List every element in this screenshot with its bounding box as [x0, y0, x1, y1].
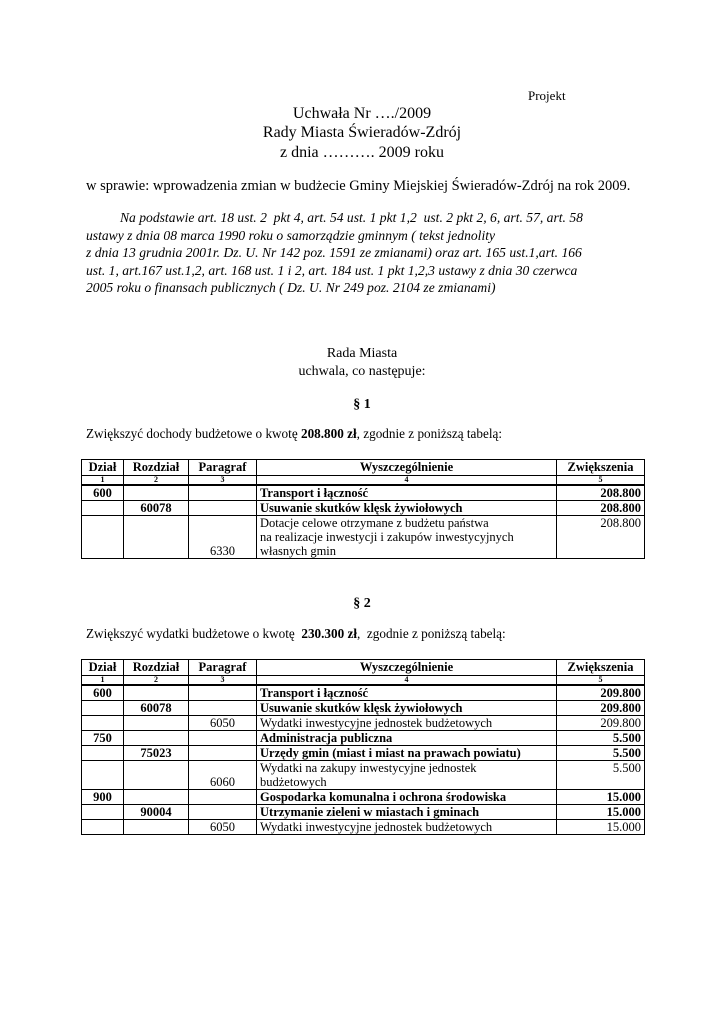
cell-rozdzial	[124, 516, 189, 559]
cell-kwota: 15.000	[557, 790, 645, 805]
council-name: Rady Miasta Świeradów-Zdrój	[262, 124, 462, 141]
table-row	[82, 761, 645, 790]
project-label: Projekt	[528, 88, 566, 103]
table-row	[82, 485, 645, 501]
cell-paragraf	[189, 746, 257, 761]
header-opis: Wyszczególnienie	[257, 460, 557, 476]
resolution-number: Uchwała Nr …./2009	[292, 105, 432, 122]
legal-basis-line: 2005 roku o finansach publicznych ( Dz. U. Nr 249 poz. 2104 ze zmianami)	[86, 280, 496, 295]
cell-opis: Wydatki na zakupy inwestycyjne jednostek budżetowych	[257, 761, 557, 790]
cell-opis: Wydatki inwestycyjne jednostek budżetowych	[257, 716, 557, 731]
header-opis: Wyszczególnienie	[257, 660, 557, 676]
column-number: 3	[189, 676, 257, 686]
section-2-intro-text: Zwiększyć wydatki budżetowe o kwotę	[86, 626, 302, 641]
column-number: 4	[257, 476, 557, 486]
cell-paragraf	[189, 731, 257, 746]
section-2-amount: 230.300 zł	[301, 626, 358, 641]
table-row	[82, 716, 645, 731]
column-number: 1	[82, 476, 124, 486]
cell-dzial: 600	[82, 485, 124, 501]
cell-opis: Utrzymanie zieleni w miastach i gminach	[257, 805, 557, 820]
cell-kwota: 5.500	[557, 731, 645, 746]
cell-paragraf	[189, 685, 257, 701]
section-1-intro-end: , zgodnie z poniższą tabelą:	[356, 426, 503, 441]
cell-opis: Transport i łączność	[257, 485, 557, 501]
cell-kwota: 5.500	[557, 761, 645, 790]
cell-rozdzial	[124, 820, 189, 835]
section-2-intro	[86, 626, 506, 642]
cell-paragraf	[189, 501, 257, 516]
table-row	[82, 516, 645, 559]
cell-rozdzial	[124, 761, 189, 790]
cell-paragraf: 6330	[189, 516, 257, 559]
legal-basis-line: ust. 1, art.167 ust.1,2, art. 168 ust. 1 i 2, art. 184 ust. 1 pkt 1,2,3 ustawy z dnia 30 czerwca	[86, 262, 578, 278]
cell-dzial	[82, 761, 124, 790]
cell-dzial: 600	[82, 685, 124, 701]
cell-dzial: 750	[82, 731, 124, 746]
cell-paragraf: 6050	[189, 820, 257, 835]
header-dzial: Dział	[82, 660, 124, 676]
cell-kwota: 15.000	[557, 805, 645, 820]
cell-opis: Administracja publiczna	[257, 731, 557, 746]
table-row	[82, 701, 645, 716]
income-table	[81, 459, 645, 559]
cell-dzial	[82, 716, 124, 731]
header-rozdzial: Rozdział	[124, 660, 189, 676]
column-number: 1	[82, 676, 124, 686]
cell-paragraf: 6050	[189, 716, 257, 731]
cell-rozdzial: 75023	[124, 746, 189, 761]
cell-rozdzial	[124, 790, 189, 805]
cell-opis: Usuwanie skutków klęsk żywiołowych	[257, 501, 557, 516]
cell-paragraf	[189, 701, 257, 716]
table-row	[82, 731, 645, 746]
cell-kwota: 208.800	[557, 516, 645, 559]
table-row	[82, 820, 645, 835]
cell-opis: Dotacje celowe otrzymane z budżetu państwa na realizacje inwestycji i zakupów inwestycyjnych własnych gmin	[257, 516, 557, 559]
resolution-date: z dnia ………. 2009 roku	[280, 144, 444, 161]
column-number: 5	[557, 676, 645, 686]
header-dzial: Dział	[82, 460, 124, 476]
cell-rozdzial: 90004	[124, 805, 189, 820]
legal-basis-line: z dnia 13 grudnia 2001r. Dz. U. Nr 142 poz. 1591 ze zmianami) oraz art. 165 ust.1,art. 166	[86, 245, 582, 260]
cell-dzial	[82, 516, 124, 559]
cell-kwota: 208.800	[557, 485, 645, 501]
column-number: 4	[257, 676, 557, 686]
section-2-heading: § 2	[353, 596, 371, 611]
council-heading: Rada Miasta	[326, 346, 398, 361]
table-row	[82, 501, 645, 516]
cell-kwota: 209.800	[557, 716, 645, 731]
cell-rozdzial	[124, 731, 189, 746]
table-row	[82, 746, 645, 761]
cell-opis: Gospodarka komunalna i ochrona środowiska	[257, 790, 557, 805]
header-paragraf: Paragraf	[189, 660, 257, 676]
cell-dzial	[82, 746, 124, 761]
cell-dzial	[82, 805, 124, 820]
cell-opis: Usuwanie skutków klęsk żywiołowych	[257, 701, 557, 716]
cell-dzial: 900	[82, 790, 124, 805]
cell-rozdzial: 60078	[124, 701, 189, 716]
header-rozdzial: Rozdział	[124, 460, 189, 476]
cell-rozdzial	[124, 685, 189, 701]
council-resolves: uchwala, co następuje:	[298, 364, 426, 379]
column-number: 2	[124, 676, 189, 686]
cell-dzial	[82, 820, 124, 835]
column-number: 2	[124, 476, 189, 486]
cell-opis: Urzędy gmin (miast i miast na prawach powiatu)	[257, 746, 557, 761]
subject-line: w sprawie: wprowadzenia zmian w budżecie Gminy Miejskiej Świeradów-Zdrój na rok 2009.	[86, 178, 631, 194]
header-paragraf: Paragraf	[189, 460, 257, 476]
cell-paragraf	[189, 805, 257, 820]
header-kwota: Zwiększenia	[557, 660, 645, 676]
column-number: 5	[557, 476, 645, 486]
section-1-intro	[86, 426, 502, 442]
cell-kwota: 209.800	[557, 685, 645, 701]
section-1-heading: § 1	[353, 397, 371, 412]
column-number: 3	[189, 476, 257, 486]
table-row	[82, 790, 645, 805]
legal-basis-line: ustawy z dnia 08 marca 1990 roku o samorządzie gminnym ( tekst jednolity	[86, 227, 496, 243]
cell-kwota: 15.000	[557, 820, 645, 835]
header-kwota: Zwiększenia	[557, 460, 645, 476]
cell-dzial	[82, 501, 124, 516]
cell-rozdzial	[124, 716, 189, 731]
section-1-intro-text: Zwiększyć dochody budżetowe o kwotę	[86, 426, 301, 441]
cell-opis: Transport i łączność	[257, 685, 557, 701]
cell-kwota: 209.800	[557, 701, 645, 716]
section-2-intro-end: , zgodnie z poniższą tabelą:	[357, 626, 506, 641]
cell-opis: Wydatki inwestycyjne jednostek budżetowych	[257, 820, 557, 835]
cell-kwota: 208.800	[557, 501, 645, 516]
section-1-amount: 208.800 zł	[300, 426, 357, 441]
legal-basis	[86, 209, 646, 297]
cell-paragraf: 6060	[189, 761, 257, 790]
cell-rozdzial: 60078	[124, 501, 189, 516]
expense-table	[81, 659, 645, 835]
cell-kwota: 5.500	[557, 746, 645, 761]
cell-rozdzial	[124, 485, 189, 501]
table-row	[82, 805, 645, 820]
cell-paragraf	[189, 485, 257, 501]
legal-basis-line: Na podstawie art. 18 ust. 2 pkt 4, art. 54 ust. 1 pkt 1,2 ust. 2 pkt 2, 6, art. 57, art. 58	[86, 210, 583, 225]
table-row	[82, 685, 645, 701]
cell-paragraf	[189, 790, 257, 805]
cell-dzial	[82, 701, 124, 716]
